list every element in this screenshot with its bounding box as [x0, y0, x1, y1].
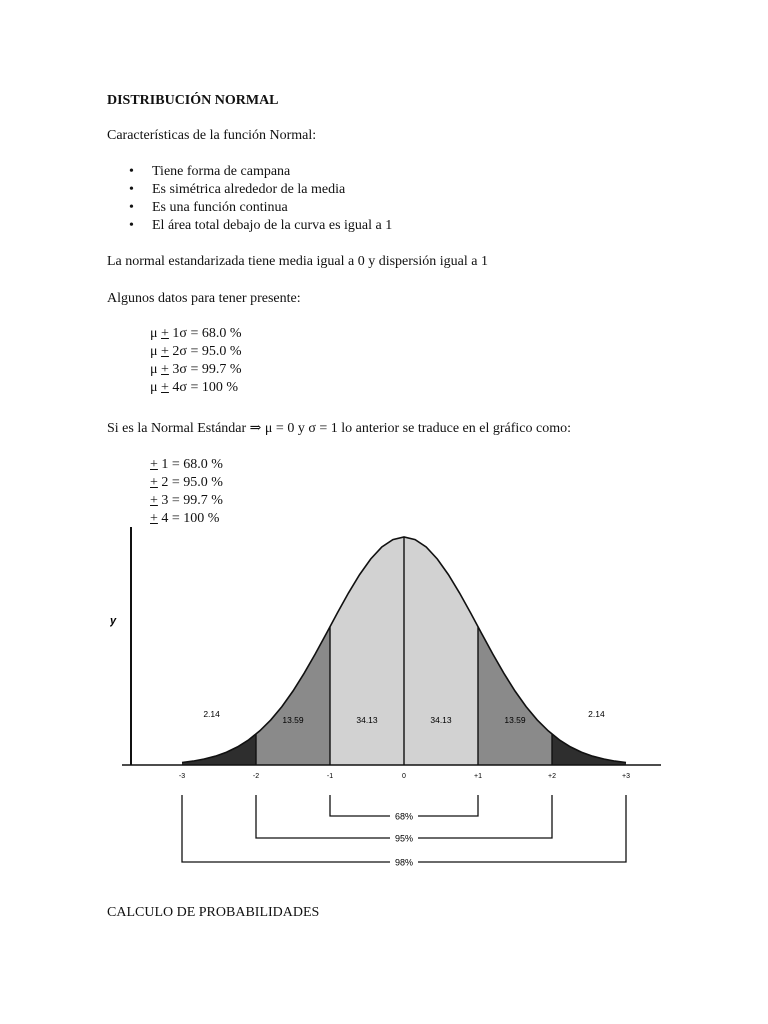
list-item: [150, 325, 242, 343]
plus-minus-symbol: +: [161, 344, 169, 359]
plus-minus-symbol: +: [161, 380, 169, 395]
list-item: • El área total debajo de la curva es igual a 1: [107, 217, 392, 235]
plus-minus-symbol: +: [161, 362, 169, 377]
region-label: 2.14: [203, 709, 220, 719]
plus-minus-symbol: +: [150, 493, 158, 508]
plus-minus-symbol: +: [150, 475, 158, 490]
fact-value: 2 = 95.0 %: [157, 475, 223, 490]
mu-symbol: μ: [150, 344, 162, 359]
normal-distribution-chart: [110, 520, 670, 870]
plus-minus-symbol: +: [161, 326, 169, 341]
region-area: [404, 537, 478, 765]
facts-intro: Algunos datos para tener presente:: [107, 291, 301, 306]
fact-value: 4σ = 100 %: [168, 380, 239, 395]
fact-value: 3σ = 99.7 %: [168, 362, 242, 377]
fact-value: 1σ = 68.0 %: [168, 326, 242, 341]
x-tick-label: -3: [178, 773, 186, 780]
list-item: [150, 343, 242, 361]
x-tick-label: +1: [474, 773, 482, 780]
y-axis-label: y: [110, 615, 117, 627]
region-label: 34.13: [430, 715, 452, 725]
list-item: [150, 361, 242, 379]
mu-symbol: μ: [150, 326, 162, 341]
list-item: [150, 379, 242, 397]
x-ticks: [179, 773, 630, 780]
standardized-note: La normal estandarizada tiene media igual a 0 y dispersión igual a 1: [107, 254, 488, 269]
characteristics-list: [107, 163, 392, 235]
bracket-label: 95%: [394, 833, 414, 844]
region-label: 13.59: [504, 715, 526, 725]
plus-minus-symbol: +: [150, 511, 158, 526]
x-tick-label: 0: [402, 773, 406, 780]
list-item: • Es una función continua: [107, 199, 392, 217]
list-item: • Es simétrica alrededor de la media: [107, 181, 392, 199]
list-item: [150, 456, 223, 474]
region-label: 34.13: [356, 715, 378, 725]
intro-text: Características de la función Normal:: [107, 128, 317, 143]
percent-brackets: [182, 795, 626, 868]
sigma-facts-list: [150, 325, 242, 397]
list-item: [150, 474, 223, 492]
fact-value: 3 = 99.7 %: [157, 493, 223, 508]
section-heading: CALCULO DE PROBABILIDADES: [107, 905, 320, 920]
x-tick-label: +2: [548, 773, 556, 780]
x-tick-label: -2: [252, 773, 260, 780]
region-label: 13.59: [282, 715, 304, 725]
standard-normal-line: Si es la Normal Estándar ⇒ μ = 0 y σ = 1 lo anterior se traduce en el gráfico como:: [107, 421, 571, 436]
list-item: [150, 492, 223, 510]
mu-symbol: μ: [150, 362, 162, 377]
list-item: • Tiene forma de campana: [107, 163, 392, 181]
x-tick-label: +3: [622, 773, 630, 780]
standard-facts-list: [150, 456, 223, 528]
page-title: DISTRIBUCIÓN NORMAL: [107, 93, 279, 108]
fact-value: 4 = 100 %: [157, 511, 220, 526]
region-label: 2.14: [588, 709, 605, 719]
mu-symbol: μ: [150, 380, 162, 395]
region-area: [330, 537, 404, 765]
bracket-line: [182, 795, 626, 862]
plus-minus-symbol: +: [150, 457, 158, 472]
fact-value: 2σ = 95.0 %: [168, 344, 242, 359]
x-tick-label: -1: [326, 773, 334, 780]
bracket-label: 98%: [394, 857, 414, 868]
fact-value: 1 = 68.0 %: [157, 457, 223, 472]
bracket-label: 68%: [394, 811, 414, 822]
